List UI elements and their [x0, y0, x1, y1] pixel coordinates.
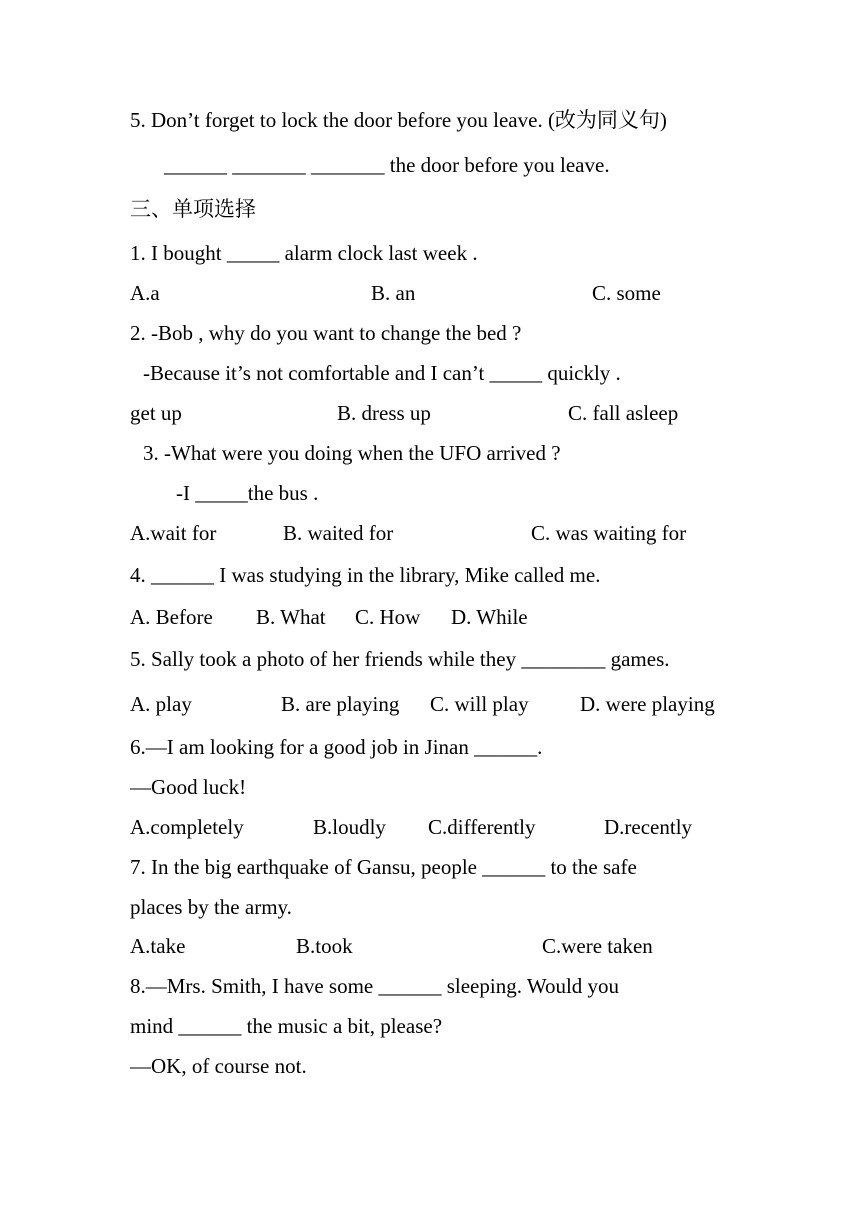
question-8-stem-line-2: mind ______ the music a bit, please? — [130, 1014, 443, 1038]
question-1-option-a: A.a — [130, 281, 160, 305]
question-2-stem-line-2: -Because it’s not comfortable and I can’t _____ quickly . — [143, 361, 621, 385]
section-3-heading: 三、单项选择 — [130, 197, 256, 221]
question-1-option-b: B. an — [371, 281, 416, 305]
question-4-option-d: D. While — [451, 605, 528, 629]
question-7-option-c: C.were taken — [542, 934, 653, 958]
question-4-option-c: C. How — [355, 605, 421, 629]
question-7-option-a: A.take — [130, 934, 186, 958]
question-6-option-a: A.completely — [130, 815, 244, 839]
question-5-option-a: A. play — [130, 692, 192, 716]
question-8-stem-line-3: —OK, of course not. — [130, 1054, 307, 1078]
question-5-stem: 5. Sally took a photo of her friends while they ________ games. — [130, 647, 670, 671]
question-6-option-b: B.loudly — [313, 815, 386, 839]
question-6-stem-line-2: —Good luck! — [130, 775, 247, 799]
question-2-stem: 2. -Bob , why do you want to change the bed ? — [130, 321, 522, 345]
question-3-stem: 3. -What were you doing when the UFO arrived ? — [143, 441, 561, 465]
question-4-stem: 4. ______ I was studying in the library, Mike called me. — [130, 563, 601, 587]
question-3-option-a: A.wait for — [130, 521, 217, 545]
question-3-option-c: C. was waiting for — [531, 521, 687, 545]
question-6-stem: 6.—I am looking for a good job in Jinan ______. — [130, 735, 543, 759]
question-4-option-a: A. Before — [130, 605, 213, 629]
question-1-option-c: C. some — [592, 281, 661, 305]
question-6-option-c: C.differently — [428, 815, 536, 839]
question-2-option-c: C. fall asleep — [568, 401, 679, 425]
question-3-stem-line-2: -I _____the bus . — [176, 481, 319, 505]
question-5-rewrite-text: 5. Don’t forget to lock the door before you leave. (改为同义句) — [130, 108, 667, 132]
question-2-option-a: get up — [130, 401, 182, 425]
question-5-option-b: B. are playing — [281, 692, 400, 716]
question-4-option-b: B. What — [256, 605, 326, 629]
question-7-option-b: B.took — [296, 934, 353, 958]
question-6-option-d: D.recently — [604, 815, 693, 839]
question-1-stem: 1. I bought _____ alarm clock last week . — [130, 241, 478, 265]
question-5-option-d: D. were playing — [580, 692, 715, 716]
question-5-option-c: C. will play — [430, 692, 529, 716]
question-8-stem: 8.—Mrs. Smith, I have some ______ sleeping. Would you — [130, 974, 620, 998]
question-7-stem-line-2: places by the army. — [130, 895, 292, 919]
question-5-answer-line: ______ _______ _______ the door before you leave. — [164, 153, 610, 177]
question-3-option-b: B. waited for — [283, 521, 394, 545]
question-2-option-b: B. dress up — [337, 401, 431, 425]
question-7-stem: 7. In the big earthquake of Gansu, people ______ to the safe — [130, 855, 637, 879]
